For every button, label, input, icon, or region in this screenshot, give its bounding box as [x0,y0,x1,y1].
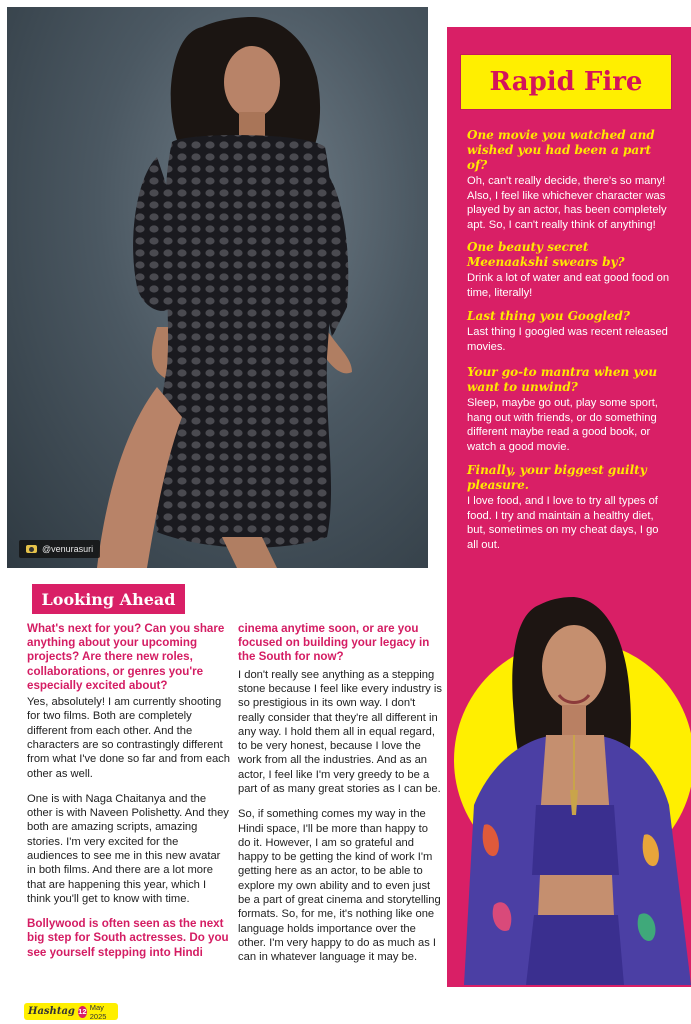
interview-question-continued: cinema anytime soon, or are you focused on building your legacy in the South for now? [238,622,430,664]
interview-answer: So, if something comes my way in the Hindi space, I'll be more than happy to do it. However, I am so grateful and happy to be getting the kind of work I'm getting here as an actor, to be able to explore my own ability and to even just be a part of great cinema and storytelling formats. So, for me, it's nothing like one language holds importance over the other. I'm very happy to do as much as I can in whatever language it may be. [238,808,441,964]
issue-date: May 2025 [89,1002,107,1021]
interview-question: What's next for you? Can you share anything about your upcoming projects? Are there new roles, collaborations, or genres you're especially excited about? [27,622,225,692]
rapid-fire-question: Finally, your biggest guilty pleasure. [467,463,647,492]
interview-answer: One is with Naga Chaitanya and the other is with Naveen Polishetty. And they both are amazing scripts, amazing stories. I'm very excited for the audiences to see me in this new avatar in both films. And there are a lot more that are happening this year, which I think you'll get to know with time. [27,792,229,905]
article-column-right [238,622,443,965]
rapid-fire-item [467,463,672,552]
photo-credit [19,540,100,558]
rapid-fire-answer: Drink a lot of water and eat good food on time, literally! [467,272,670,299]
rapid-fire-item [467,128,672,232]
rapid-fire-item [467,365,672,454]
looking-ahead-title: Looking Ahead [33,585,184,613]
rapid-fire-question: One beauty secret Meenaakshi swears by? [467,240,625,269]
rapid-fire-question: Last thing you Googled? [467,309,630,323]
rapid-fire-answer: Sleep, maybe go out, play some sport, hang out with friends, or do something different maybe read a good book, or watch a good movie. [467,397,658,453]
interview-question: Bollywood is often seen as the next big step for South actresses. Do you see yourself stepping into Hindi [27,917,229,959]
article-column-left [27,622,232,960]
rapid-fire-answer: Last thing I googled was recent released movies. [467,326,668,353]
camera-icon [26,545,37,553]
rapid-fire-title: Rapid Fire [460,54,672,110]
interview-answer: I don't really see anything as a stepping stone because I feel like every industry is so prestigious in its own way. I don't really consider that they're all different in any way. I hold them all in equal regard, to be very honest, because I love the work from all the industries. And as an actor, I feel like I'm very greedy to be a part of as many great stories as I can be. [238,668,442,795]
woman-portrait-illustration [454,585,691,985]
woman-in-crochet-dress-illustration [7,7,428,568]
rapid-fire-answer: I love food, and I love to try all types of food. I try and maintain a healthy diet, but, sometimes on my cheat days, I go all out. [467,495,659,551]
rapid-fire-question: One movie you watched and wished you had been a part of? [467,128,655,172]
interview-answer: Yes, absolutely! I am currently shooting for two films. Both are completely different from each other. And the characters are so contrastingly different from what I've done so far and from each other as well. [27,696,230,780]
page-footer [24,1003,118,1020]
rapid-fire-answer: Oh, can't really decide, there's so many! Also, I feel like whichever character was played by an actor, has been completely apt. So, I can't really think of anything! [467,175,667,231]
rapid-fire-item [467,240,672,300]
main-photo [7,7,428,568]
photo-credit-text: @venurasuri [42,544,94,554]
magazine-brand: Hashtag [28,1006,75,1017]
rapid-fire-item [467,309,672,354]
portrait-photo [454,585,691,985]
rapid-fire-question: Your go-to mantra when you want to unwind? [467,365,658,394]
page-number: 12 [78,1006,87,1016]
